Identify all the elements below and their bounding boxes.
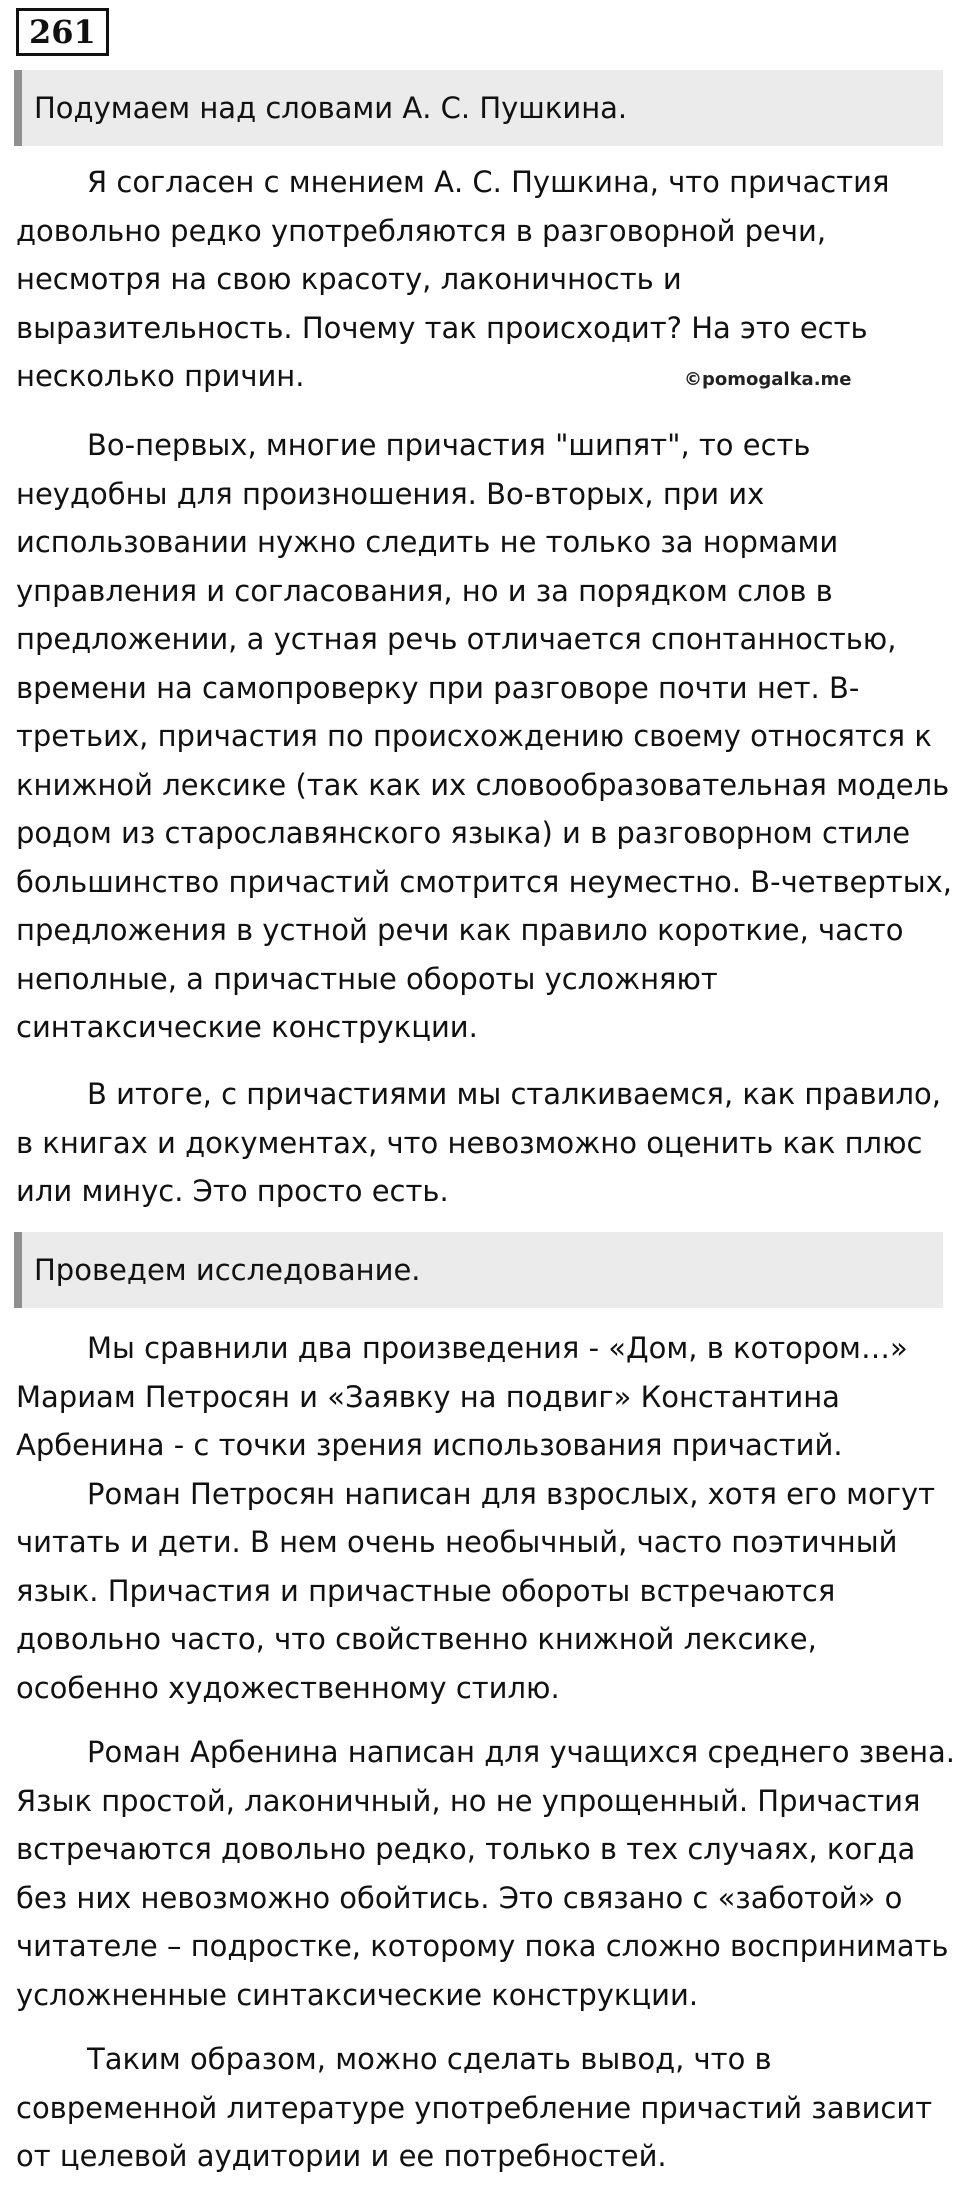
text-line: Мы сравнили два произведения - «Дом, в котором…» (87, 1331, 908, 1365)
text-line: несмотря на свою красоту, лаконичность и (16, 262, 682, 296)
text-line: большинство причастий смотрится неуместно. В-четвертых, (16, 864, 952, 899)
paragraph (16, 1070, 952, 1216)
text-line: Роман Петросян написан для взрослых, хотя его могут (87, 1476, 936, 1511)
text-line: Роман Арбенина написан для учащихся среднего звена. (87, 1735, 956, 1769)
paragraph (16, 2035, 952, 2181)
text-line: встречаются довольно редко, только в тех случаях, когда (16, 1832, 916, 1866)
text-line: несколько причин. (16, 359, 305, 393)
text-line: использовании нужно следить не только за нормами (16, 525, 839, 559)
text-line: третьих, причастия по происхождению своему относятся к (16, 719, 932, 753)
text-line: или минус. Это просто есть. (16, 1174, 449, 1208)
text-line: Во-первых, многие причастия "шипят", то есть (87, 428, 811, 462)
text-line: неполные, а причастные обороты усложняют (16, 961, 718, 996)
text-line: особенно художественному стилю. (16, 1670, 560, 1705)
text-line: от целевой аудитории и ее потребностей. (16, 2139, 667, 2173)
section-header-pushkin: Подумаем над словами А. С. Пушкина. (14, 70, 943, 146)
text-line: усложненные синтаксические конструкции. (16, 1977, 699, 2012)
text-line: предложения в устной речи как правило короткие, часто (16, 913, 904, 947)
paragraph (16, 158, 952, 401)
text-line: времени на самопроверку при разговоре почти нет. В- (16, 670, 860, 705)
watermark: ©pomogalka.me (684, 369, 852, 390)
paragraph (16, 1324, 952, 1712)
text-line: неудобны для произношения. Во-вторых, при их (16, 476, 765, 511)
text-line: язык. Причастия и причастные обороты встречаются (16, 1573, 836, 1608)
section-header-research: Проведем исследование. (14, 1232, 943, 1308)
text-line: выразительность. Почему так происходит? На это есть (16, 310, 868, 345)
text-line: довольно редко употребляются в разговорной речи, (16, 213, 827, 248)
text-line: управления и согласования, но и за порядком слов в (16, 573, 833, 608)
text-line: без них невозможно обойтись. Это связано с «заботой» о (16, 1880, 903, 1915)
paragraph (16, 1728, 956, 2019)
text-line: Я согласен с мнением А. С. Пушкина, что причастия (87, 165, 890, 199)
text-line: Язык простой, лаконичный, но не упрощенный. Причастия (16, 1783, 921, 1818)
text-line: читателе – подростке, которому пока сложно воспринимать (16, 1929, 949, 1963)
text-line: Таким образом, можно сделать вывод, что в (87, 2042, 772, 2076)
text-line: Мариам Петросян и «Заявку на подвиг» Константина (16, 1379, 840, 1414)
text-line: читать и дети. В нем очень необычный, часто поэтичный (16, 1525, 898, 1559)
paragraph (16, 421, 952, 1052)
text-line: в книгах и документах, что невозможно оценить как плюс (16, 1125, 923, 1160)
text-line: современной литературе употребление причастий зависит (16, 2090, 933, 2125)
task-number-box: 261 (16, 8, 109, 56)
text-line: довольно часто, что свойственно книжной лексике, (16, 1622, 817, 1656)
text-line: Арбенина - с точки зрения использования причастий. (16, 1428, 843, 1462)
text-line: книжной лексике (так как их словообразовательная модель (16, 767, 950, 802)
text-line: предложении, а устная речь отличается спонтанностью, (16, 622, 897, 656)
text-line: родом из старославянского языка) и в разговорном стиле (16, 816, 911, 850)
text-line: синтаксические конструкции. (16, 1010, 478, 1044)
text-line: В итоге, с причастиями мы сталкиваемся, как правило, (87, 1077, 941, 1111)
